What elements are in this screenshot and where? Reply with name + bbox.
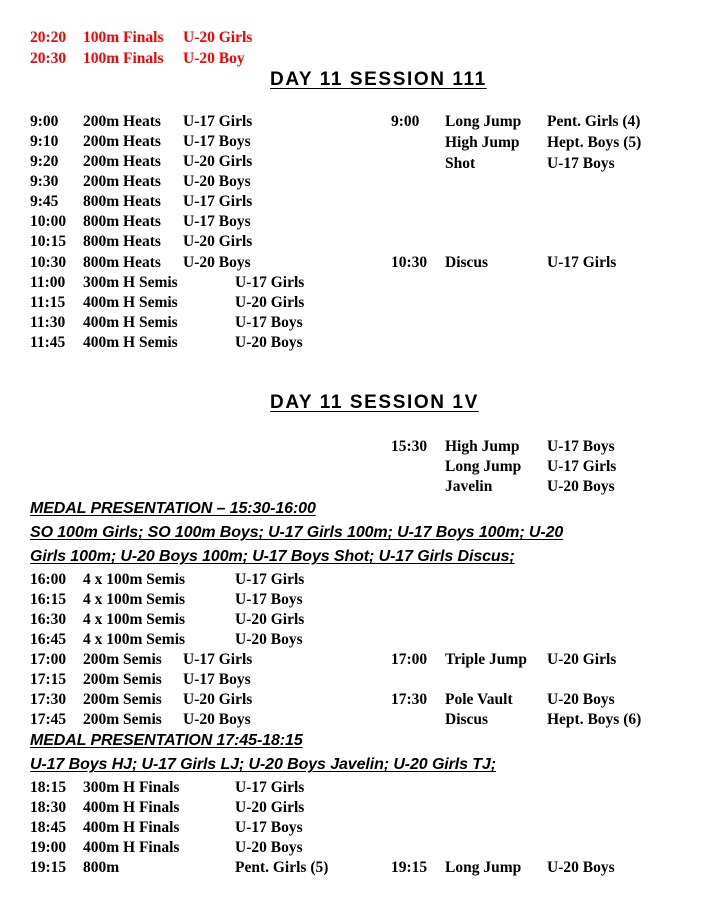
row-event: 200m Heats xyxy=(83,173,161,190)
row-category: U-20 Boys xyxy=(183,254,251,271)
row-category: U-20 Girls xyxy=(183,153,253,170)
row-time: 11:30 xyxy=(30,314,66,331)
row-category: U-20 Girls xyxy=(547,651,617,668)
row-event: Shot xyxy=(445,155,476,172)
row-time: 19:00 xyxy=(30,839,67,856)
row-time: 10:00 xyxy=(30,213,67,230)
row-event: 4 x 100m Semis xyxy=(83,611,186,628)
row-category: U-20 Girls xyxy=(183,691,253,708)
row-time: 15:30 xyxy=(391,438,428,455)
row-event: 300m H Semis xyxy=(83,274,178,291)
row-category: U-17 Boys xyxy=(183,213,251,230)
row-event: 400m H Semis xyxy=(83,314,178,331)
row-event: 100m Finals xyxy=(83,29,164,46)
row-time: 17:30 xyxy=(391,691,428,708)
session-heading-2: DAY 11 SESSION 1V xyxy=(270,392,479,413)
row-time: 10:30 xyxy=(30,254,67,271)
row-event: 800m Heats xyxy=(83,193,161,210)
row-event: 400m H Finals xyxy=(83,799,180,816)
row-time: 19:15 xyxy=(391,859,428,876)
row-event: 100m Finals xyxy=(83,50,164,67)
row-event: 300m H Finals xyxy=(83,779,180,796)
row-category: U-20 Boys xyxy=(183,711,251,728)
row-event: Long Jump xyxy=(445,458,522,475)
row-category: U-17 Girls xyxy=(183,193,253,210)
row-time: 10:30 xyxy=(391,254,428,271)
row-time: 10:15 xyxy=(30,233,67,250)
row-category: Pent. Girls (5) xyxy=(235,859,329,876)
row-event: 800m Heats xyxy=(83,213,161,230)
row-event: High Jump xyxy=(445,134,520,151)
row-time: 18:30 xyxy=(30,799,67,816)
row-category: U-17 Girls xyxy=(235,779,305,796)
row-event: High Jump xyxy=(445,438,520,455)
row-category: U-20 Boys xyxy=(235,631,303,648)
row-event: Pole Vault xyxy=(445,691,513,708)
row-category: U-20 Girls xyxy=(235,799,305,816)
row-event: 400m H Semis xyxy=(83,334,178,351)
row-category: U-17 Boys xyxy=(183,671,251,688)
row-time: 9:20 xyxy=(30,153,59,170)
row-event: 400m H Finals xyxy=(83,819,180,836)
row-category: Hept. Boys (5) xyxy=(547,134,642,151)
row-category: U-20 Boys xyxy=(547,859,615,876)
row-time: 18:15 xyxy=(30,779,67,796)
session-heading-1: DAY 11 SESSION 111 xyxy=(270,69,487,90)
row-event: 200m Heats xyxy=(83,113,161,130)
row-category: U-17 Boys xyxy=(235,314,303,331)
row-category: U-20 Boys xyxy=(235,839,303,856)
medal-presentation-events-1b: Girls 100m; U-20 Boys 100m; U-17 Boys Shot; U-17 Girls Discus; xyxy=(30,548,515,565)
row-time: 17:00 xyxy=(30,651,67,668)
row-time: 17:30 xyxy=(30,691,67,708)
row-category: Pent. Girls (4) xyxy=(547,113,641,130)
row-time: 20:20 xyxy=(30,29,67,46)
row-event: 400m H Finals xyxy=(83,839,180,856)
row-event: Triple Jump xyxy=(445,651,527,668)
medal-presentation-title-2: MEDAL PRESENTATION 17:45-18:15 xyxy=(30,732,303,749)
row-time: 9:30 xyxy=(30,173,59,190)
row-event: Long Jump xyxy=(445,113,522,130)
row-category: U-20 Boy xyxy=(183,50,245,67)
row-category: U-20 Boys xyxy=(235,334,303,351)
row-event: 800m Heats xyxy=(83,233,161,250)
row-event: 800m xyxy=(83,859,120,876)
row-time: 11:45 xyxy=(30,334,66,351)
row-time: 16:00 xyxy=(30,571,67,588)
row-event: Discus xyxy=(445,711,489,728)
row-time: 9:45 xyxy=(30,193,59,210)
row-time: 17:00 xyxy=(391,651,428,668)
row-category: U-17 Girls xyxy=(235,274,305,291)
row-category: U-20 Boys xyxy=(547,478,615,495)
row-category: U-17 Girls xyxy=(547,254,617,271)
row-time: 19:15 xyxy=(30,859,67,876)
row-event: 400m H Semis xyxy=(83,294,178,311)
row-time: 9:00 xyxy=(391,113,420,130)
row-event: 4 x 100m Semis xyxy=(83,571,186,588)
row-time: 18:45 xyxy=(30,819,67,836)
row-category: U-17 Girls xyxy=(183,651,253,668)
row-time: 16:30 xyxy=(30,611,67,628)
row-event: 200m Semis xyxy=(83,691,162,708)
medal-presentation-title-1: MEDAL PRESENTATION – 15:30-16:00 xyxy=(30,500,316,517)
row-event: 4 x 100m Semis xyxy=(83,591,186,608)
row-time: 11:15 xyxy=(30,294,66,311)
row-time: 17:15 xyxy=(30,671,67,688)
row-time: 11:00 xyxy=(30,274,66,291)
row-event: Discus xyxy=(445,254,489,271)
row-category: U-17 Boys xyxy=(235,819,303,836)
row-category: U-17 Girls xyxy=(183,113,253,130)
medal-presentation-events-1a: SO 100m Girls; SO 100m Boys; U-17 Girls 100m; U-17 Boys 100m; U-20 xyxy=(30,524,564,541)
row-category: U-17 Girls xyxy=(547,458,617,475)
row-event: 200m Semis xyxy=(83,651,162,668)
row-category: U-20 Boys xyxy=(547,691,615,708)
row-category: U-17 Boys xyxy=(547,155,615,172)
row-category: U-17 Boys xyxy=(235,591,303,608)
row-event: 200m Heats xyxy=(83,153,161,170)
row-category: U-20 Boys xyxy=(183,173,251,190)
row-time: 20:30 xyxy=(30,50,67,67)
row-event: 200m Heats xyxy=(83,133,161,150)
row-category: U-17 Girls xyxy=(235,571,305,588)
medal-presentation-events-2a: U-17 Boys HJ; U-17 Girls LJ; U-20 Boys Javelin; U-20 Girls TJ; xyxy=(30,756,496,773)
row-category: U-20 Girls xyxy=(235,294,305,311)
row-category: U-20 Girls xyxy=(235,611,305,628)
row-time: 16:45 xyxy=(30,631,67,648)
row-event: 200m Semis xyxy=(83,671,162,688)
row-event: 800m Heats xyxy=(83,254,161,271)
row-time: 9:10 xyxy=(30,133,59,150)
row-category: U-17 Boys xyxy=(183,133,251,150)
row-event: Long Jump xyxy=(445,859,522,876)
row-time: 16:15 xyxy=(30,591,67,608)
row-category: U-17 Boys xyxy=(547,438,615,455)
row-time: 9:00 xyxy=(30,113,59,130)
row-time: 17:45 xyxy=(30,711,67,728)
row-event: 200m Semis xyxy=(83,711,162,728)
row-category: U-20 Girls xyxy=(183,233,253,250)
row-category: U-20 Girls xyxy=(183,29,253,46)
row-category: Hept. Boys (6) xyxy=(547,711,642,728)
row-event: Javelin xyxy=(445,478,493,495)
row-event: 4 x 100m Semis xyxy=(83,631,186,648)
